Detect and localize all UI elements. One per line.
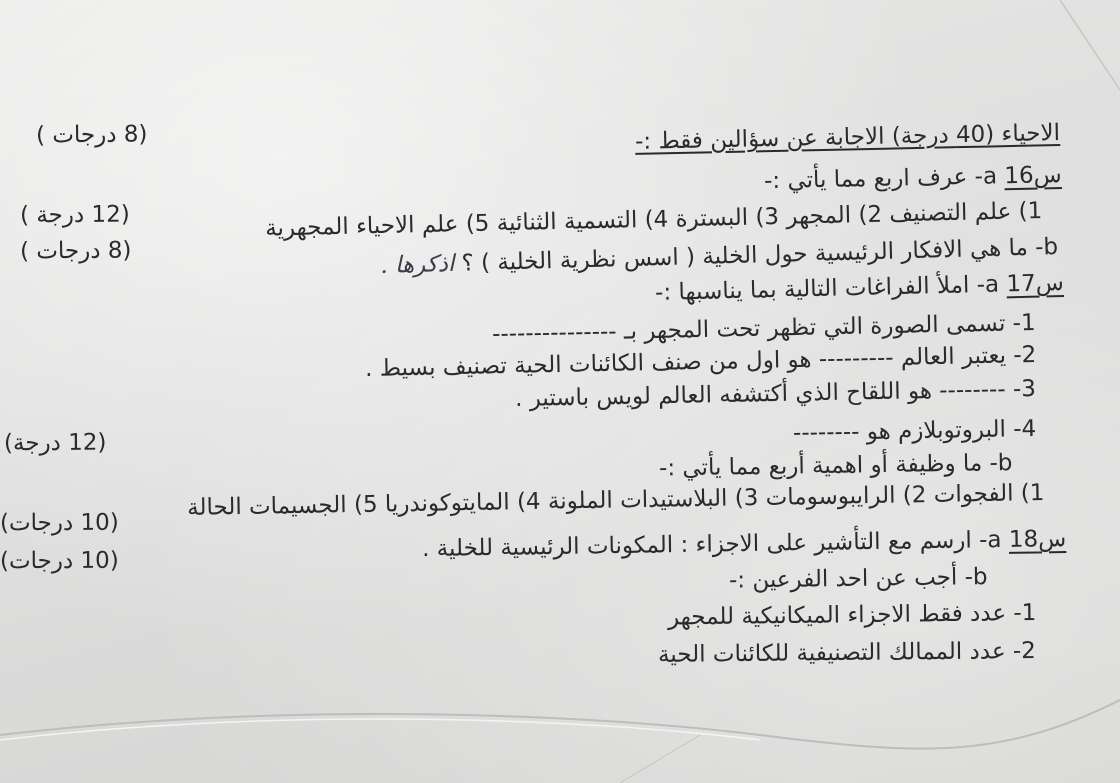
q18-part-b-intro-text: b- أجب عن احد الفرعين :- [729, 564, 989, 594]
q16-part-b-marks: (8 درجات ) [19, 237, 132, 265]
q17-blank-4: 4- البروتوبلازم هو -------- [792, 416, 1037, 447]
q18-part-a-text: a- ارسم مع التأشير على الاجزاء : المكونات الرئيسية للخلية . [421, 527, 1002, 563]
q18-part-a-marks: (10 درجات) [0, 509, 119, 537]
q18-sub-1: 1- عدد فقط الاجزاء الميكانيكية للمجهر [667, 600, 1037, 631]
q17-part-b-intro-text: b- ما وظيفة أو اهمية أربع مما يأتي :- [658, 450, 1013, 482]
q16-part-a-marks: (12 درجة ) [19, 201, 130, 229]
q18-sub-2: 2- عدد الممالك التصنيفية للكائنات الحية [658, 638, 1037, 668]
q16-part-a-items-text: 1) علم التصنيف 2) المجهر 3) البسترة 4) التسمية الثنائية 5) علم الاحياء المجهرية [264, 198, 1043, 242]
exam-title [635, 118, 1061, 157]
q18-part-b-intro [729, 562, 988, 596]
q16-part-b-text: b- ما هي الافكار الرئيسية حول الخلية ( اسس نظرية الخلية ) ؟ [461, 234, 1059, 277]
q17-blank-2: 2- يعتبر العالم --------- هو اول من صنف الكائنات الحية تصنيف بسيط . [364, 342, 1037, 383]
q16-part-a-intro [764, 160, 1062, 196]
q17-part-b-marks: (12 درجة) [3, 429, 107, 457]
q16-part-a-intro-text: a- عرف اربع مما يأتي :- [764, 163, 998, 195]
q17-blank-1: 1- تسمى الصورة التي تظهر تحت المجهر بـ --------------- [492, 310, 1037, 348]
q18-part-b-marks: (10 درجات) [0, 547, 119, 575]
q17-label: س17 [1006, 270, 1065, 298]
exam-title-text: الاحياء (40 درجة) الاجابة عن سؤالين فقط :- [634, 120, 1061, 155]
header-marks: (8 درجات ) [35, 121, 148, 149]
q17-part-a-intro [655, 268, 1064, 308]
q17-part-b-items-text: 1) الفجوات 2) الرايبوسومات 3) البلاستيدات الملونة 4) المايتوكوندريا 5) الجسيمات الحالة [186, 480, 1045, 521]
q16-part-b-handwritten: اذكرها . [379, 250, 455, 279]
q16-label: س16 [1004, 162, 1063, 190]
q17-part-b-items [186, 478, 1044, 523]
q18-label: س18 [1008, 526, 1067, 553]
q17-part-a-intro-text: a- املأ الفراغات التالية بما يناسبها :- [655, 271, 1000, 306]
q18-part-a [422, 524, 1067, 564]
q17-blank-3: 3- -------- هو اللقاح الذي أكتشفه العالم لويس باستير . [514, 376, 1037, 412]
q17-part-b-intro [658, 448, 1012, 484]
